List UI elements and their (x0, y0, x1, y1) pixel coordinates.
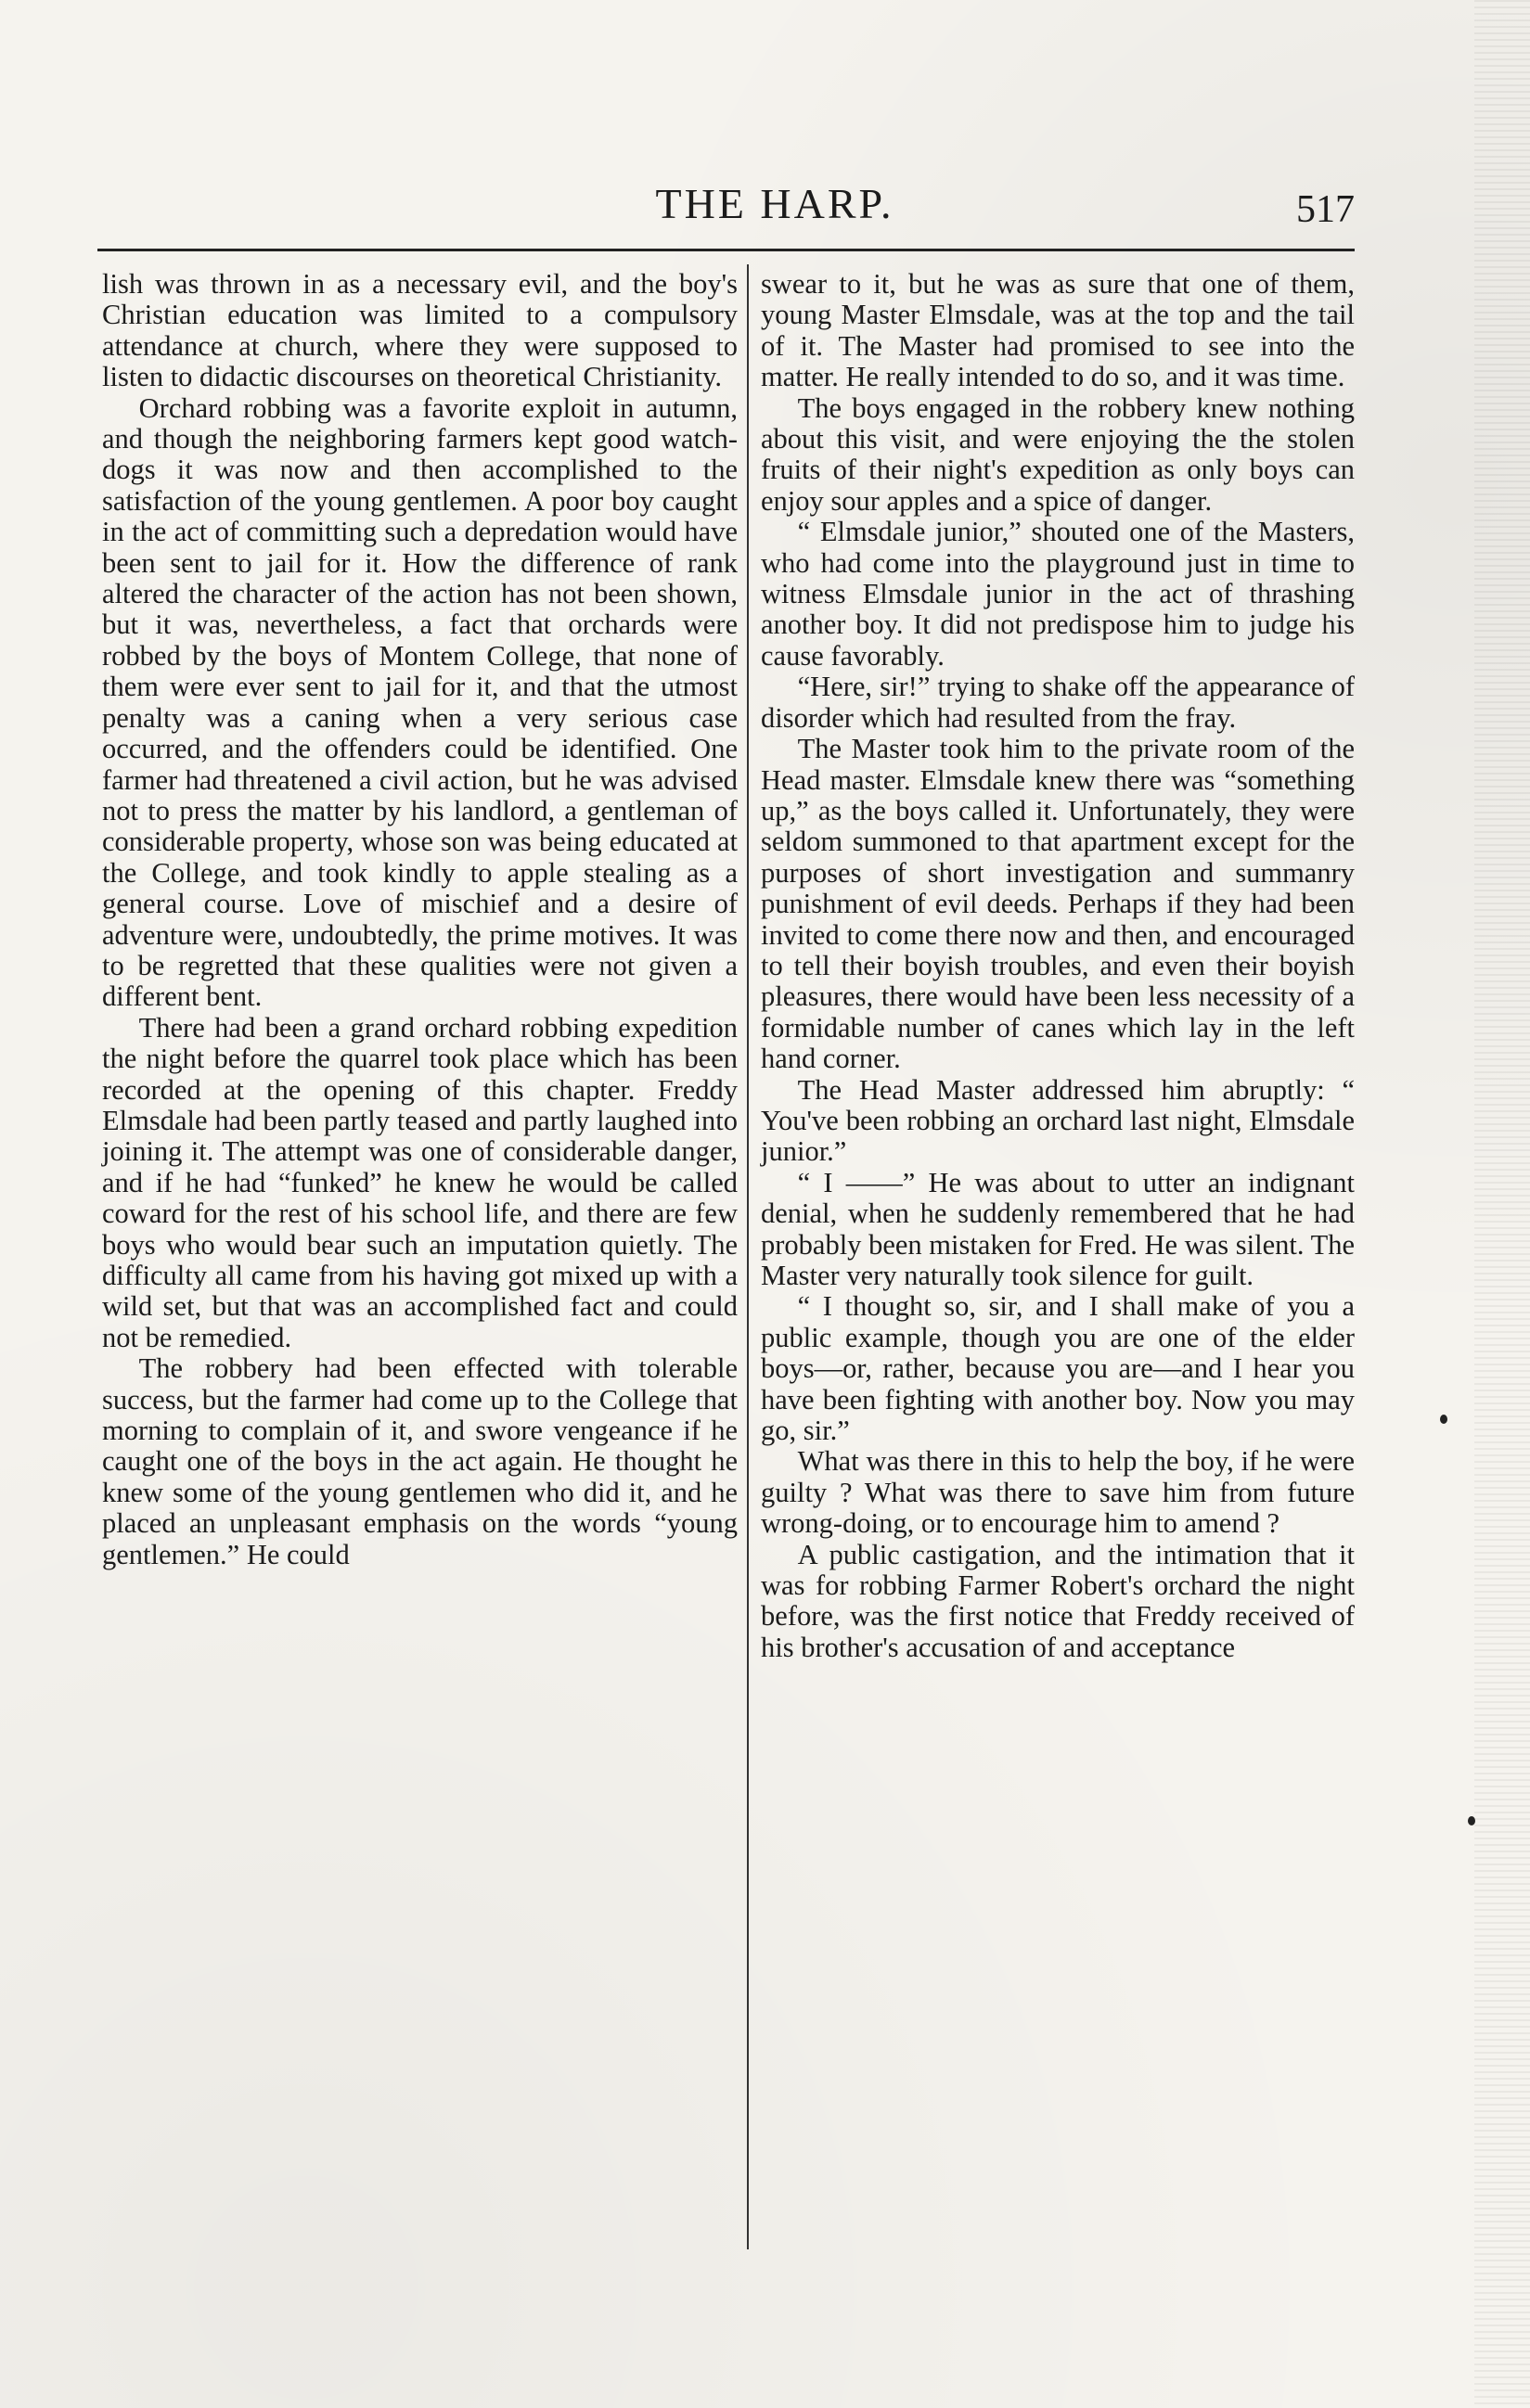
paragraph: lish was thrown in as a necessary evil, and the boy's Christian education was limited to a compulsory attendance at church, where they were supposed to listen to didactic discourses on theoretical Christianity. (102, 268, 738, 393)
paragraph: Orchard robbing was a favorite exploit in autumn, and though the neighboring farmers kept good watch-dogs it was now and then accomplished to the satisfaction of the young gentlemen. A poor boy caught in the act of committing such a depredation would have been sent to jail for it. How the difference of rank altered the character of the action has not been shown, but it was, nevertheless, a fact that orchards were robbed by the boys of Montem College, that none of them were ever sent to jail for it, and that the utmost penalty was a caning when a very serious case occurred, and the offenders could be identified. One farmer had threatened a civil action, but he was advised not to press the matter by his landlord, a gentleman of considerable property, whose son was being educated at the College, and took kindly to apple stealing as a general course. Love of mischief and a desire of adventure were, undoubtedly, the prime motives. It was to be regretted that these qualities were not given a different bent. (102, 391, 738, 1013)
paragraph: The boys engaged in the robbery knew nothing about this visit, and were enjoying the the stolen fruits of their night's expedition as only boys can enjoy sour apples and a spice of danger. (761, 391, 1355, 517)
paragraph: swear to it, but he was as sure that one of them, young Master Elmsdale, was at the top and the tail of it. The Master had promised to see into the matter. He really intended to do so, and it was time. (761, 268, 1355, 393)
paragraph: A public castigation, and the intimation that it was for robbing Farmer Robert's orchard the night before, was the first notice that Freddy received of his brother's accusation of and acceptance (761, 1538, 1355, 1663)
header-rule (97, 249, 1355, 251)
ink-speck (1468, 1816, 1475, 1825)
paragraph: “ Elmsdale junior,” shouted one of the Masters, who had come into the playground just in time to witness Elmsdale junior in the act of thrashing another boy. It did not predispose him to judge his cause favorably. (761, 516, 1355, 672)
column-rule (747, 264, 749, 2249)
left-column (102, 269, 738, 1570)
paragraph: “ I thought so, sir, and I shall make of you a public example, though you are one of the elder boys—or, rather, because you are—and I hear you have been fighting with another boy. Now you may go, sir.” (761, 1290, 1355, 1447)
paragraph: What was there in this to help the boy, if he were guilty ? What was there to save him from future wrong-doing, or to encourage him to amend ? (761, 1445, 1355, 1540)
ink-speck (1440, 1415, 1447, 1424)
page-edge-shadow (1474, 0, 1530, 2408)
paragraph: The Master took him to the private room of the Head master. Elmsdale knew there was “something up,” as the boys called it. Unfortunately, they were seldom summoned to that apartment except for the purposes of short investigation and summanry punishment of evil deeds. Perhaps if they had been invited to come there now and then, and encouraged to tell their boyish troubles, and even their boyish pleasures, there would have been less necessity of a formidable number of canes which lay in the left hand corner. (761, 733, 1355, 1075)
paragraph: “Here, sir!” trying to shake off the appearance of disorder which had resulted from the fray. (761, 671, 1355, 734)
paragraph: There had been a grand orchard robbing expedition the night before the quarrel took place which has been recorded at the opening of this chapter. Freddy Elmsdale had been partly teased and partly laughed into joining it. The attempt was one of considerable danger, and if he had “funked” he knew he would be called coward for the rest of his school life, and there are few boys who would bear such an imputation quietly. The difficulty all came from his having got mixed up with a wild set, but that was an accomplished fact and could not be remedied. (102, 1011, 738, 1353)
page-number: 517 (1296, 188, 1355, 231)
page-header (97, 176, 1355, 241)
paragraph: The Head Master addressed him abruptly: “ You've been robbing an orchard last night, Elmsdale junior.” (761, 1073, 1355, 1168)
right-column (761, 269, 1355, 1663)
running-title: THE HARP. (655, 180, 894, 227)
paragraph: The robbery had been effected with tolerable success, but the farmer had come up to the College that morning to complain of it, and swore vengeance if he caught one of the boys in the act again. He thought he knew some of the young gentlemen who did it, and he placed an unpleasant emphasis on the words “young gentlemen.” He could (102, 1352, 738, 1570)
paragraph: “ I ——” He was about to utter an indignant denial, when he suddenly remembered that he had probably been mistaken for Fred. He was silent. The Master very naturally took silence for guilt. (761, 1166, 1355, 1291)
